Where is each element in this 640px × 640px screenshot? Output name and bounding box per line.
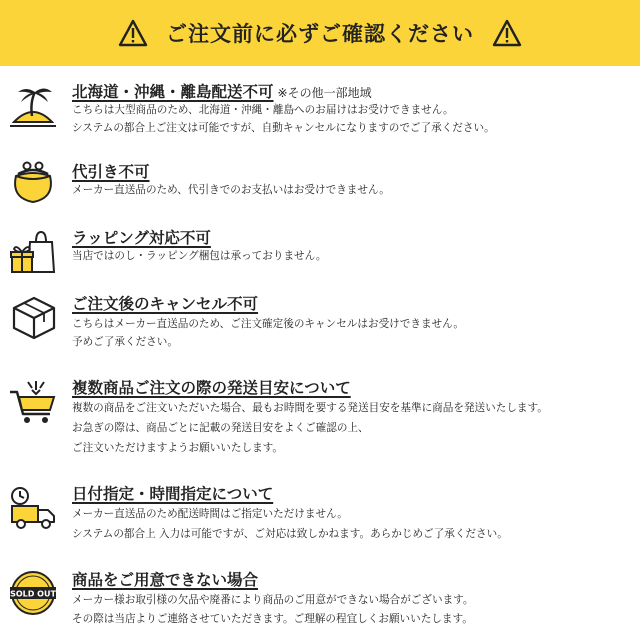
notice-text: 複数の商品をご注文いただいた場合、最もお時間を要する発送目安を基準に商品を発送いたします。 [72, 402, 548, 414]
box-icon [8, 292, 58, 342]
notice-text: お急ぎの際は、商品ごとに記載の発送目安をよくご確認の上、 [72, 422, 369, 434]
sold-out-badge-icon [8, 568, 58, 618]
notice-title-note: ※その他一部地域 [277, 86, 372, 100]
warning-icon [118, 19, 148, 47]
gift-bag-icon [8, 228, 58, 278]
sold-out-text: SOLD OUT [10, 589, 56, 599]
banner-title: ご注文前に必ずご確認ください [166, 22, 474, 46]
notice-title: 複数商品ご注文の際の発送目安について [72, 379, 351, 397]
notice-text: システムの都合上ご注文は可能ですが、自動キャンセルになりますのでご了承ください。 [72, 122, 495, 134]
notice-text: 予めご了承ください。 [72, 336, 178, 348]
notice-text: メーカー様お取引様の欠品や廃番により商品のご用意ができない場合がございます。 [72, 594, 474, 606]
notice-banner [0, 0, 640, 66]
notice-text: 当店ではのし・ラッピング梱包は承っておりません。 [72, 250, 327, 262]
notice-title: 北海道・沖縄・離島配送不可 ※その他一部地域 [72, 83, 372, 101]
coin-purse-icon [8, 158, 58, 208]
notice-title: 代引き不可 [72, 163, 150, 181]
notice-text: システムの都合上 入力は可能ですが、ご対応は致しかねます。あらかじめご了承ください。 [72, 528, 508, 540]
notice-text: メーカー直送品のため、代引きでのお支払いはお受けできません。 [72, 184, 390, 196]
notice-text: こちらは大型商品のため、北海道・沖縄・離島へのお届けはお受けできません。 [72, 104, 454, 116]
notice-title: 商品をご用意できない場合 [72, 571, 259, 589]
delivery-truck-clock-icon [8, 484, 58, 534]
notice-text: その際は当店よりご連絡させていただきます。ご理解の程宜しくお願いいたします。 [72, 613, 473, 625]
notice-title: ご注文後のキャンセル不可 [72, 295, 259, 313]
shopping-cart-icon [8, 378, 58, 428]
notice-text: ご注文いただけますようお願いいたします。 [72, 442, 284, 454]
island-palm-icon [8, 82, 58, 132]
notice-title: 日付指定・時間指定について [72, 485, 274, 503]
notice-text: こちらはメーカー直送品のため、ご注文確定後のキャンセルはお受けできません。 [72, 318, 464, 330]
warning-icon [492, 19, 522, 47]
notice-text: メーカー直送品のため配送時間はご指定いただけません。 [72, 508, 348, 520]
notice-title: ラッピング対応不可 [72, 229, 211, 247]
